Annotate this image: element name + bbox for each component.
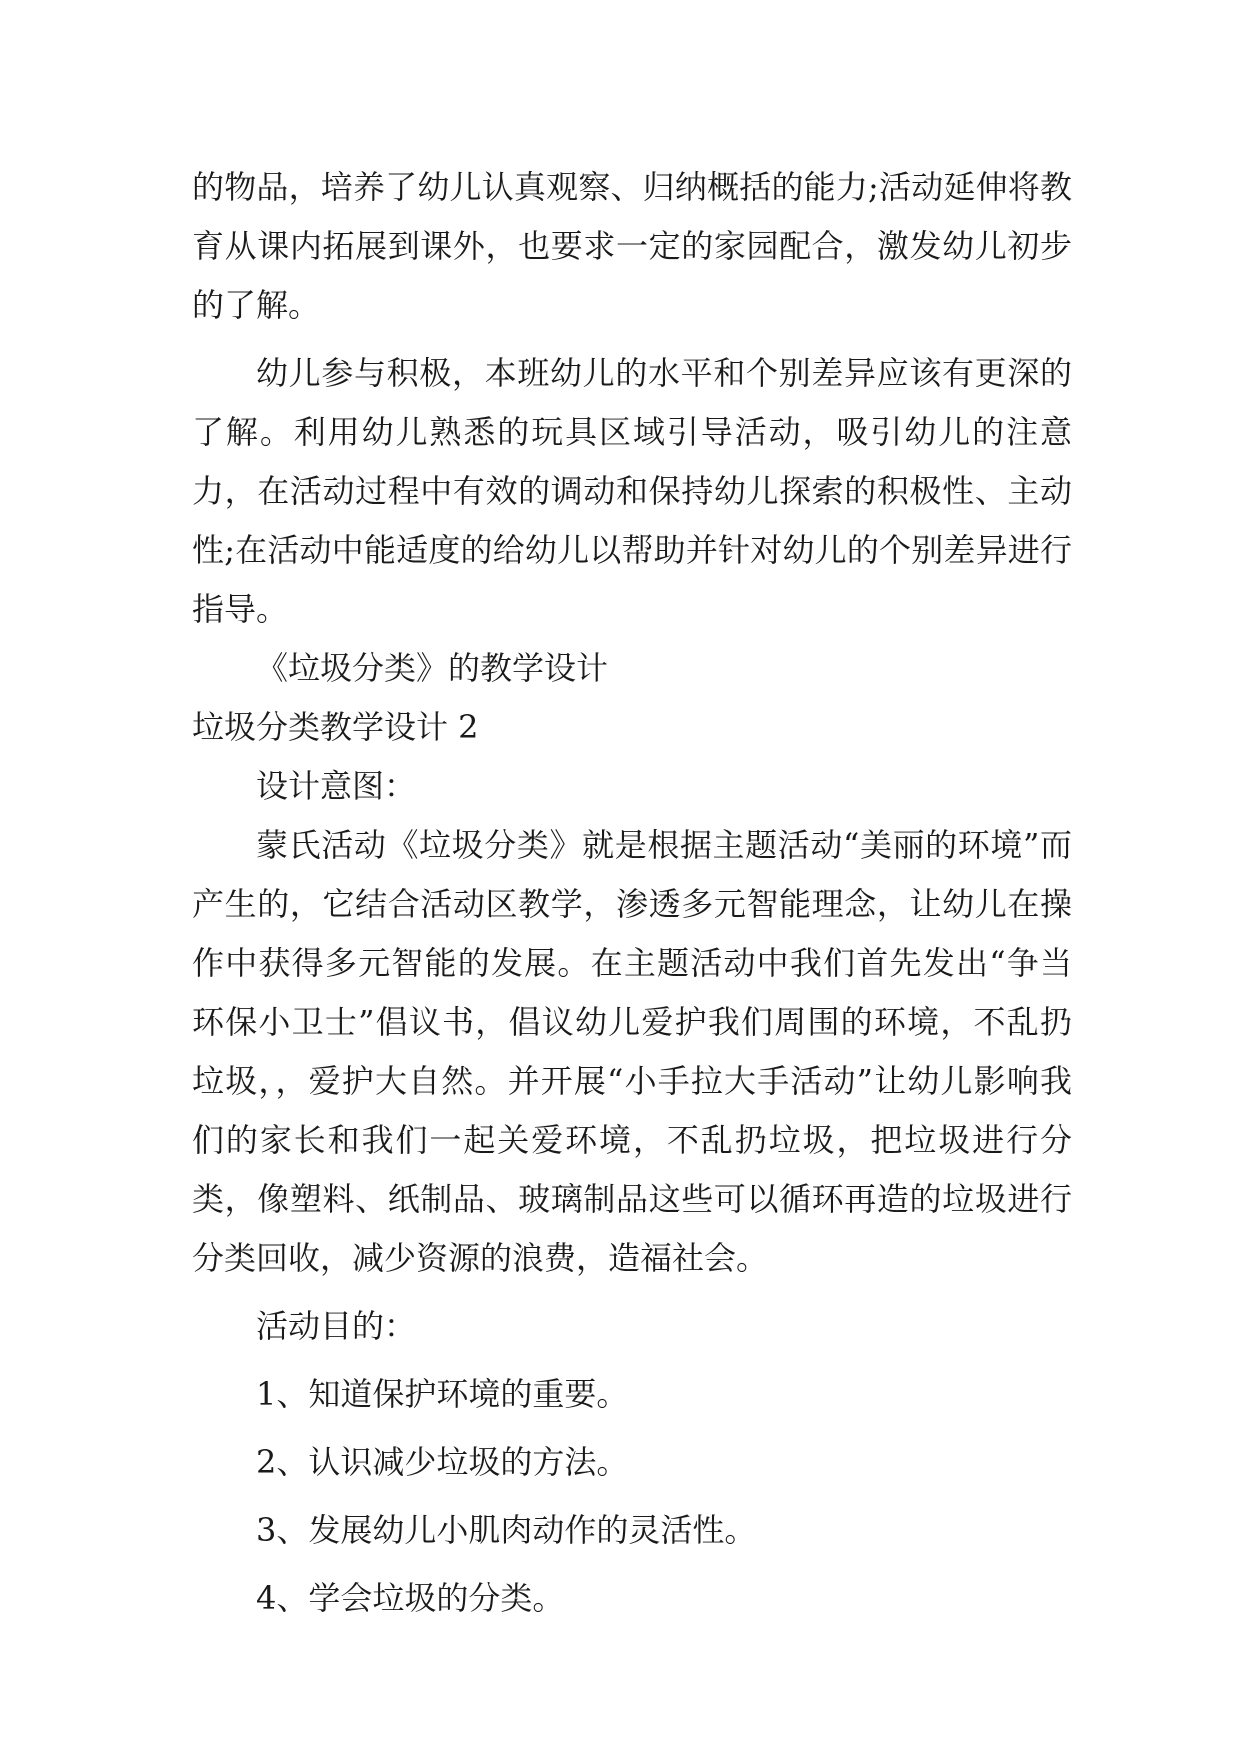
activity-goals-label: 活动目的：: [256, 1307, 417, 1345]
paragraph-2: 幼儿参与积极，本班幼儿的水平和个别差异应该有更深的了解。利用幼儿熟悉的玩具区域引导活动，吸引幼儿的注意力，在活动过程中有效的调动和保持幼儿探索的积极性、主动性;在活动中能适度的给幼儿以帮助并针对幼儿的个别差异进行指导。: [192, 354, 1072, 628]
goal-item-4: 4、学会垃圾的分类。: [256, 1579, 565, 1617]
design-intent-body: 蒙氏活动《垃圾分类》就是根据主题活动“美丽的环境”而产生的，它结合活动区教学，渗透多元智能理念，让幼儿在操作中获得多元智能的发展。在主题活动中我们首先发出“争当环保小卫士”倡议书，倡议幼儿爱护我们周围的环境，不乱扔垃圾，，爱护大自然。并开展“小手拉大手活动”让幼儿影响我们的家长和我们一起关爱环境，不乱扔垃圾，把垃圾进行分类，像塑料、纸制品、玻璃制品这些可以循环再造的垃圾进行分类回收，减少资源的浪费，造福社会。: [192, 826, 1072, 1277]
section-heading: 垃圾分类教学设计 2: [192, 708, 479, 746]
paragraph-3-title: 《垃圾分类》的教学设计: [256, 649, 609, 687]
document-body: [192, 158, 1072, 1628]
goal-item-3: 3、发展幼儿小肌肉动作的灵活性。: [256, 1511, 757, 1549]
paragraph-1: 的物品，培养了幼儿认真观察、归纳概括的能力;活动延伸将教育从课内拓展到课外，也要求一定的家园配合，激发幼儿初步的了解。: [192, 168, 1072, 324]
goal-item-2: 2、认识减少垃圾的方法。: [256, 1443, 629, 1481]
goal-item-1: 1、知道保护环境的重要。: [256, 1375, 629, 1413]
design-intent-label: 设计意图：: [256, 767, 417, 805]
